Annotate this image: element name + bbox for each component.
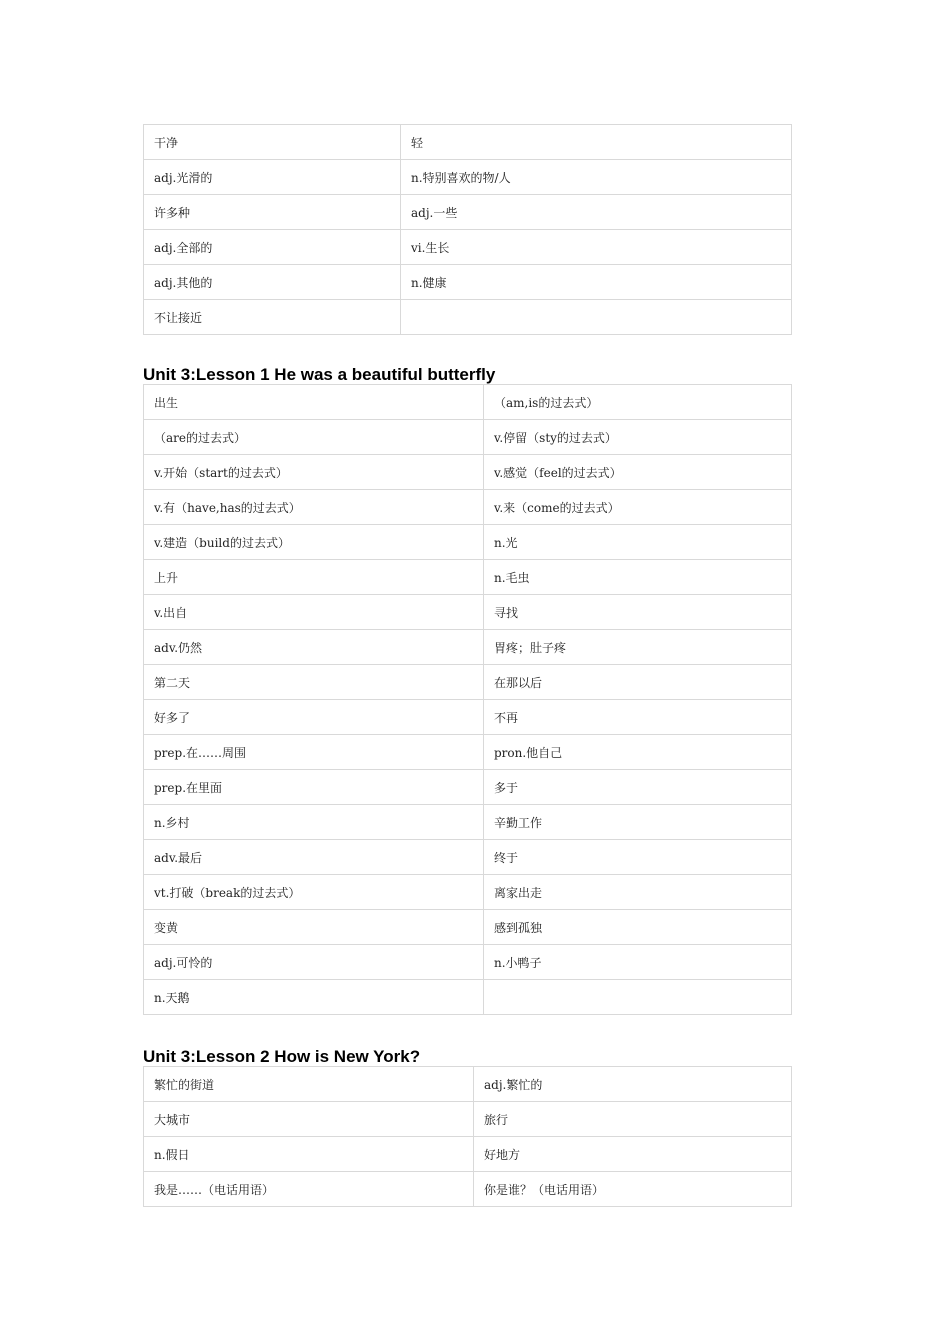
table-cell: n.乡村 xyxy=(144,805,484,840)
table-cell: v.感觉（feel的过去式） xyxy=(484,455,792,490)
table-cell: n.特别喜欢的物/人 xyxy=(401,160,792,195)
table-row xyxy=(144,630,792,665)
table-row xyxy=(144,945,792,980)
table-cell: 出生 xyxy=(144,385,484,420)
table-cell: v.建造（build的过去式） xyxy=(144,525,484,560)
table-cell: adj.一些 xyxy=(401,195,792,230)
table-cell: v.开始（start的过去式） xyxy=(144,455,484,490)
table-row xyxy=(144,840,792,875)
table-cell: 大城市 xyxy=(144,1102,474,1137)
table-cell: v.来（come的过去式） xyxy=(484,490,792,525)
table-cell: 好地方 xyxy=(474,1137,792,1172)
vocab-table xyxy=(143,384,792,1015)
table-row xyxy=(144,125,792,160)
table-cell: 离家出走 xyxy=(484,875,792,910)
table-cell: v.有（have,has的过去式） xyxy=(144,490,484,525)
table-cell: 好多了 xyxy=(144,700,484,735)
table-cell: vt.打破（break的过去式） xyxy=(144,875,484,910)
vocab-table xyxy=(143,124,792,335)
table-cell: 辛勤工作 xyxy=(484,805,792,840)
table-row xyxy=(144,160,792,195)
table-cell: 感到孤独 xyxy=(484,910,792,945)
table-cell: adj.可怜的 xyxy=(144,945,484,980)
table-row xyxy=(144,1172,792,1207)
table-cell: adj.其他的 xyxy=(144,265,401,300)
table-row xyxy=(144,805,792,840)
table-cell: 不让接近 xyxy=(144,300,401,335)
table-row xyxy=(144,230,792,265)
table-cell: 许多种 xyxy=(144,195,401,230)
table-row xyxy=(144,195,792,230)
table-row xyxy=(144,1137,792,1172)
table-cell: 胃疼；肚子疼 xyxy=(484,630,792,665)
table-cell: pron.他自己 xyxy=(484,735,792,770)
table-row xyxy=(144,875,792,910)
table-cell: 寻找 xyxy=(484,595,792,630)
table-cell: 你是谁？（电话用语） xyxy=(474,1172,792,1207)
table-cell: （are的过去式） xyxy=(144,420,484,455)
section-heading: Unit 3:Lesson 1 He was a beautiful butterfly xyxy=(143,365,496,384)
table-cell: adj.全部的 xyxy=(144,230,401,265)
table-cell: 终于 xyxy=(484,840,792,875)
table-cell: n.光 xyxy=(484,525,792,560)
table-row xyxy=(144,665,792,700)
table-cell: n.天鹅 xyxy=(144,980,484,1015)
table-row xyxy=(144,1102,792,1137)
table-row xyxy=(144,910,792,945)
table-row xyxy=(144,420,792,455)
table-cell: n.毛虫 xyxy=(484,560,792,595)
table-cell: （am,is的过去式） xyxy=(484,385,792,420)
table-cell: prep.在……周围 xyxy=(144,735,484,770)
table-row xyxy=(144,385,792,420)
table-cell xyxy=(401,300,792,335)
table-cell: n.小鸭子 xyxy=(484,945,792,980)
table-cell: adj.光滑的 xyxy=(144,160,401,195)
table-cell: prep.在里面 xyxy=(144,770,484,805)
table-row xyxy=(144,770,792,805)
document-page xyxy=(143,124,792,1207)
table-cell: 不再 xyxy=(484,700,792,735)
table-cell: 多于 xyxy=(484,770,792,805)
table-cell: v.出自 xyxy=(144,595,484,630)
table-cell: 旅行 xyxy=(474,1102,792,1137)
table-cell: v.停留（sty的过去式） xyxy=(484,420,792,455)
table-cell: 轻 xyxy=(401,125,792,160)
table-row xyxy=(144,300,792,335)
section-heading: Unit 3:Lesson 2 How is New York? xyxy=(143,1047,421,1066)
table-row xyxy=(144,490,792,525)
table-cell: n.假日 xyxy=(144,1137,474,1172)
table-row xyxy=(144,595,792,630)
table-cell: adv.最后 xyxy=(144,840,484,875)
table-cell: 干净 xyxy=(144,125,401,160)
table-cell: 上升 xyxy=(144,560,484,595)
table-row xyxy=(144,1067,792,1102)
table-cell: 第二天 xyxy=(144,665,484,700)
table-cell: adj.繁忙的 xyxy=(474,1067,792,1102)
table-row xyxy=(144,525,792,560)
table-row xyxy=(144,700,792,735)
table-cell: vi.生长 xyxy=(401,230,792,265)
table-row xyxy=(144,980,792,1015)
table-cell: 我是……（电话用语） xyxy=(144,1172,474,1207)
table-row xyxy=(144,735,792,770)
table-cell xyxy=(484,980,792,1015)
table-row xyxy=(144,560,792,595)
table-cell: adv.仍然 xyxy=(144,630,484,665)
table-cell: n.健康 xyxy=(401,265,792,300)
table-cell: 变黄 xyxy=(144,910,484,945)
table-cell: 繁忙的街道 xyxy=(144,1067,474,1102)
table-row xyxy=(144,455,792,490)
vocab-table xyxy=(143,1066,792,1207)
table-cell: 在那以后 xyxy=(484,665,792,700)
table-row xyxy=(144,265,792,300)
